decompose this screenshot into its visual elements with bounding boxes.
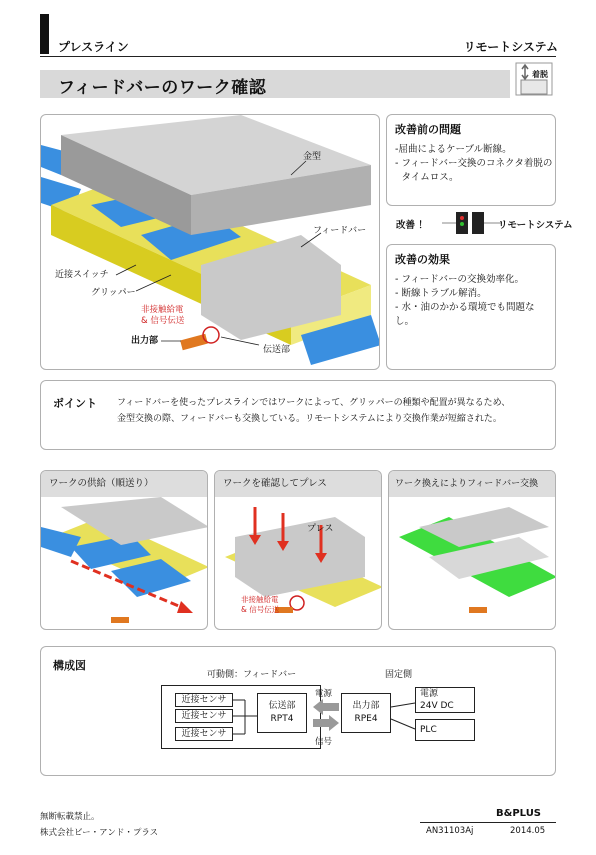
step-1-illustration [41, 497, 208, 630]
step-3 [388, 470, 556, 630]
step-title: ワークを確認してプレス [215, 471, 381, 497]
point-line-1: フィードバーを使ったプレスラインではワークによって、グリッパーの種類や配置が異なるため、 [117, 398, 511, 408]
point-line-2: 金型交換の際、フィードバーも交換している。リモートシステムにより交換作業が短縮された。 [117, 414, 502, 424]
step-2 [214, 470, 382, 630]
after-title: 改善の効果 [395, 253, 450, 266]
step-title: ワークの供給（順送り） [41, 471, 207, 497]
remote-unit-icon [442, 208, 502, 238]
sensor-3: 近接センサ [175, 727, 233, 741]
label-transmitter: 伝送部 [263, 345, 291, 355]
system-title: リモートシステム [463, 40, 558, 54]
label-die: 金型 [303, 152, 322, 162]
plc-box: PLC [415, 719, 475, 741]
sensor-1: 近接センサ [175, 693, 233, 707]
header-bar [40, 14, 49, 54]
step-3-illustration [389, 497, 556, 630]
before-box [386, 114, 556, 206]
company-logo: B&PLUS [496, 808, 542, 819]
tab-label: 着脱 [532, 70, 548, 79]
before-title: 改善前の問題 [395, 123, 461, 136]
label-proximity-switch: 近接スイッチ [55, 270, 109, 280]
copyright-notice: 無断転載禁止。 [40, 812, 100, 822]
company-name: 株式会社ビー・アンド・プラス [40, 828, 159, 838]
list-item: - フィードバー交換のコネクタ着脱の タイムロス。 [395, 158, 553, 183]
fixed-label: 固定側 [385, 670, 413, 680]
config-title: 構成図 [53, 659, 86, 672]
label-gripper: グリッパー [91, 288, 136, 298]
before-list [395, 143, 553, 185]
config-box [40, 646, 556, 776]
power-label: 電源 [315, 689, 333, 699]
doc-id: AN31103Aj [426, 826, 474, 836]
list-item: - フィードバーの交換効率化。 [395, 274, 525, 285]
footer-rule [420, 822, 556, 823]
press-line-illustration [41, 115, 380, 370]
contactless-label: 非接触給電 & 信号伝送 [241, 595, 280, 614]
after-box [386, 244, 556, 370]
improve-right-label: リモートシステム [498, 220, 573, 231]
after-list [395, 273, 547, 329]
section-title: プレスライン [58, 40, 129, 54]
signal-label: 信号 [315, 737, 333, 747]
step-title: ワーク換えによりフィードバー交換 [389, 471, 555, 497]
list-item: - 断線トラブル解消。 [395, 288, 487, 299]
movable-label: 可動側：フィードバー [207, 670, 297, 680]
step-1 [40, 470, 208, 630]
label-contactless: 非接触給電 & 信号伝送 [141, 305, 185, 326]
point-box [40, 380, 556, 450]
sensor-2: 近接センサ [175, 709, 233, 723]
supply-box: 電源 24V DC [415, 687, 475, 713]
label-output: 出力部 [131, 336, 159, 346]
page-title: フィードバーのワーク確認 [58, 78, 267, 98]
label-feed-bar: フィードバー [313, 226, 367, 236]
header-rule [40, 56, 556, 57]
config-connectors [41, 647, 557, 777]
transmitter-box: 伝送部 RPT4 [257, 693, 307, 733]
point-title: ポイント [53, 397, 97, 410]
doc-date: 2014.05 [510, 826, 546, 836]
list-item: - 屈曲によるケーブル断線。 [395, 144, 512, 155]
improve-left-label: 改善 ！ [396, 220, 428, 231]
main-illustration [40, 114, 380, 370]
list-item: - 水・油のかかる環境でも問題なし。 [395, 302, 535, 327]
output-box: 出力部 RPE4 [341, 693, 391, 733]
press-label: プレス [307, 524, 334, 534]
